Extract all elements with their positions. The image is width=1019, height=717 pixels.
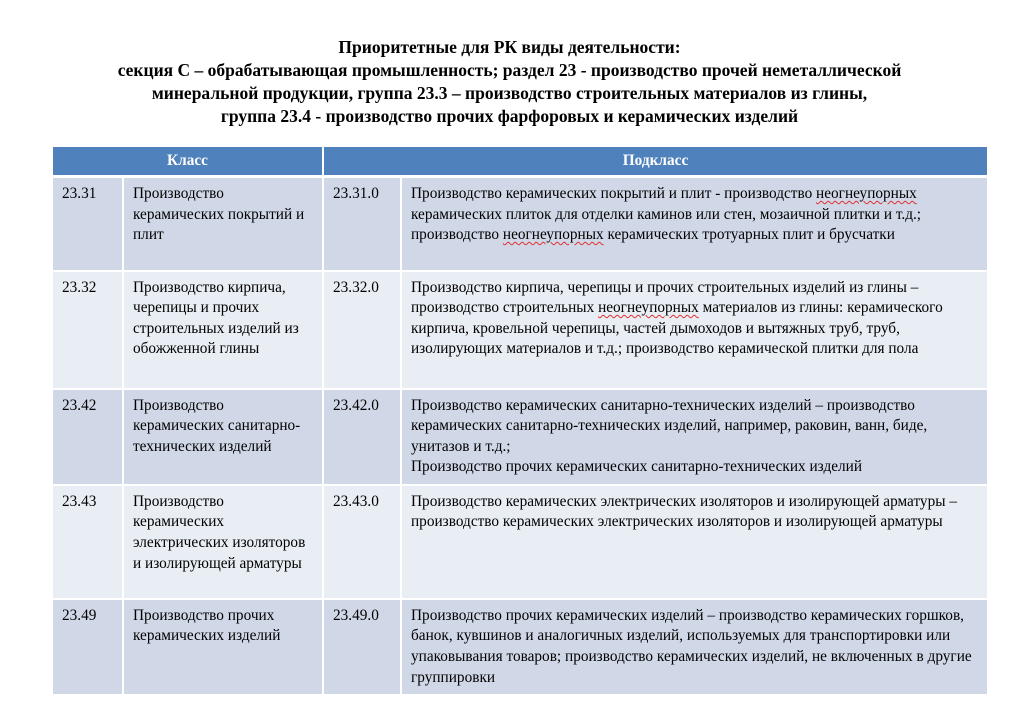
table-row: [53, 177, 987, 271]
class-code: 23.32: [53, 271, 123, 389]
subclass-description: [401, 389, 987, 485]
subclass-description: [401, 271, 987, 389]
class-name: Производство керамических электрических изоляторов и изолирующей арматуры: [123, 485, 323, 599]
spellcheck-word: неогнеупорных: [502, 226, 604, 244]
desc-line: Производство прочих керамических санитарно-технических изделий: [411, 458, 863, 476]
title-line-4: группа 23.4 - производство прочих фарфоровых и керамических изделий: [220, 106, 799, 126]
desc-part: керамических плиток для отделки каминов или стен, мозаичной плитки и т.д.; производство: [411, 205, 922, 244]
subclass-code: 23.43.0: [323, 485, 401, 599]
spellcheck-word: неогнеупорных: [816, 185, 917, 202]
table-header-row: [53, 147, 987, 177]
class-name: Производство прочих керамических изделий: [123, 599, 323, 695]
table-row: [53, 389, 987, 485]
title-line-2: секция С – обрабатывающая промышленность; раздел 23 - производство прочей неметаллической: [117, 60, 902, 80]
class-code: 23.42: [53, 389, 123, 485]
subclass-description: Производство прочих керамических изделий – производство керамических горшков, банок, кувшинов и аналогичных изделий, используемых для транспортировки или упаковывания товаров; производство керамических изделий, не включенных в другие группировки: [401, 599, 987, 695]
subclass-code: 23.49.0: [323, 599, 401, 695]
table-row: [53, 485, 987, 599]
header-subclass: Подкласс: [323, 147, 987, 177]
class-code: 23.31: [53, 177, 123, 271]
subclass-code: 23.32.0: [323, 271, 401, 389]
header-class: Класс: [53, 147, 323, 177]
table-row: [53, 599, 987, 695]
title-line-1: Приоритетные для РК виды деятельности:: [338, 37, 681, 57]
class-name: Производство керамических покрытий и плит: [123, 177, 323, 271]
class-name: Производство кирпича, черепицы и прочих строительных изделий из обожженной глины: [123, 271, 323, 389]
desc-part: Производство кирпича, черепицы и прочих строительных изделий из глины – производство строительных: [411, 278, 919, 317]
desc-part: Производство керамических покрытий и плит - производство: [411, 185, 817, 202]
page-title: [0, 36, 1019, 128]
activities-table: [53, 147, 987, 696]
table-row: [53, 271, 987, 389]
title-line-3: минеральной продукции, группа 23.3 – производство строительных материалов из глины,: [151, 83, 868, 103]
desc-part: материалов из глины: керамического кирпича, кровельной черепицы, частей дымоходов и вытяжных труб, труб, изолирующих материалов и т.д.; производство керамической плитки для пола: [411, 299, 943, 358]
class-code: 23.49: [53, 599, 123, 695]
subclass-description: [401, 177, 987, 271]
subclass-code: 23.31.0: [323, 177, 401, 271]
spellcheck-word: неогнеупорных: [598, 299, 699, 317]
subclass-code: 23.42.0: [323, 389, 401, 485]
desc-part: керамических тротуарных плит и брусчатки: [603, 226, 895, 244]
class-code: 23.43: [53, 485, 123, 599]
subclass-description: Производство керамических электрических изоляторов и изолирующей арматуры – производство керамических электрических изоляторов и изолирующей арматуры: [401, 485, 987, 599]
desc-line: Производство керамических санитарно-технических изделий – производство керамических санитарно-технических изделий, например, раковин, ванн, биде, унитазов и т.д.;: [411, 396, 928, 455]
class-name: Производство керамических санитарно-технических изделий: [123, 389, 323, 485]
